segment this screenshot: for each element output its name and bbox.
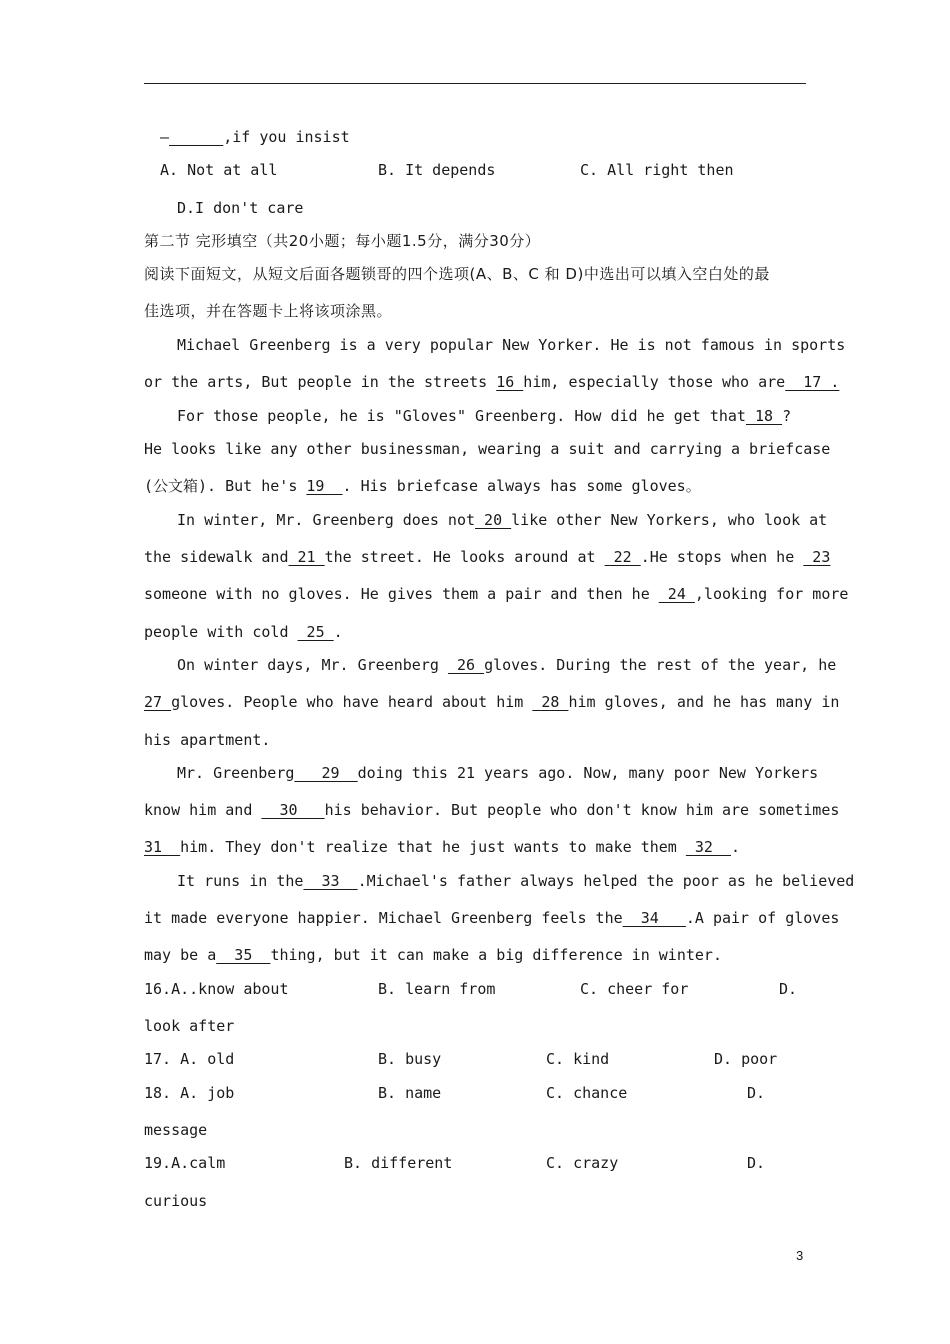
q19-option-d-text: curious xyxy=(144,1192,208,1210)
blank-24: 24 xyxy=(658,585,695,603)
blank-21: 21 xyxy=(288,548,325,566)
blank-29: 29 xyxy=(294,764,358,782)
p4-line-2: 27 gloves. People who have heard about him 28 him gloves, and he has many in xyxy=(144,693,840,711)
q16-option-c: C. cheer for xyxy=(580,980,689,998)
p2-line-1: For those people, he is "Gloves" Greenberg. How did he get that 18 ? xyxy=(177,407,792,425)
instruction-line-2: 佳选项，并在答题卡上将该项涂黑。 xyxy=(144,302,393,320)
p6-line-2: it made everyone happier. Michael Greenberg feels the 34 .A pair of gloves xyxy=(144,909,840,927)
q17-option-d: D. poor xyxy=(714,1050,778,1068)
q19-option-d: D. xyxy=(747,1154,766,1172)
blank-32: 32 xyxy=(685,838,732,856)
blank-34: 34 xyxy=(622,909,686,927)
q19-option-a: 19.A.calm xyxy=(144,1154,226,1172)
p1-line-2: or the arts, But people in the streets 16 him, especially those who are 17 . xyxy=(144,373,840,391)
p3-line-4: people with cold 25 . xyxy=(144,623,343,641)
option-a: A. Not at all xyxy=(160,161,278,179)
p6-line-3: may be a 35 thing, but it can make a big difference in winter. xyxy=(144,946,722,964)
q18-option-d: D. xyxy=(747,1084,766,1102)
p4-line-3: his apartment. xyxy=(144,731,271,749)
blank-18: 18 xyxy=(745,407,783,425)
p1-line-1: Michael Greenberg is a very popular New Yorker. He is not famous in sports xyxy=(177,336,846,354)
instruction-line-1: 阅读下面短文，从短文后面各题锁哥的四个选项(A、B、C 和 D)中选出可以填入空白处的最 xyxy=(144,265,770,283)
blank-25: 25 xyxy=(297,623,334,641)
p3-line-1: In winter, Mr. Greenberg does not 20 like other New Yorkers, who look at xyxy=(177,511,828,529)
p3-line-3: someone with no gloves. He gives them a pair and then he 24 ,looking for more xyxy=(144,585,849,603)
blank-26: 26 xyxy=(447,656,485,674)
q18-option-a: 18. A. job xyxy=(144,1084,235,1102)
q18-option-c: C. chance xyxy=(546,1084,628,1102)
p3-line-2: the sidewalk and 21 the street. He looks around at 22 .He stops when he 23 xyxy=(144,548,831,566)
p2-line-3: (公文箱). But he's 19 . His briefcase always has some gloves。 xyxy=(144,477,701,495)
p5-line-3: 31 him. They don't realize that he just wants to make them 32 . xyxy=(144,838,741,856)
q19-option-c: C. crazy xyxy=(546,1154,619,1172)
blank-31: 31 xyxy=(144,838,181,856)
option-d: D.I don't care xyxy=(177,199,304,217)
q19-option-b: B. different xyxy=(344,1154,453,1172)
q17-option-b: B. busy xyxy=(378,1050,442,1068)
blank-27: 27 xyxy=(144,693,172,711)
blank-23: 23 xyxy=(803,548,831,566)
p5-line-1: Mr. Greenberg 29 doing this 21 years ago. Now, many poor New Yorkers xyxy=(177,764,819,782)
p4-line-1: On winter days, Mr. Greenberg 26 gloves. During the rest of the year, he xyxy=(177,656,837,674)
p5-line-2: know him and 30 his behavior. But people who don't know him are sometimes xyxy=(144,801,840,819)
p2-line-2: He looks like any other businessman, wearing a suit and carrying a briefcase xyxy=(144,440,831,458)
option-c: C. All right then xyxy=(580,161,734,179)
q16-option-d-text: look after xyxy=(144,1017,235,1035)
blank-17: 17 . xyxy=(785,373,840,391)
reply-line: —______,if you insist xyxy=(160,128,350,146)
header-rule xyxy=(144,83,806,84)
page-number: 3 xyxy=(796,1248,804,1263)
q17-option-a: 17. A. old xyxy=(144,1050,235,1068)
q16-option-d: D. xyxy=(779,980,798,998)
q18-option-d-text: message xyxy=(144,1121,208,1139)
blank-30: 30 xyxy=(261,801,325,819)
blank-22: 22 xyxy=(604,548,641,566)
blank-35: 35 xyxy=(216,946,271,964)
section-heading: 第二节 完形填空（共20小题；每小题1.5分，满分30分） xyxy=(144,232,541,250)
blank-28: 28 xyxy=(532,693,569,711)
q16-option-b: B. learn from xyxy=(378,980,496,998)
blank-20: 20 xyxy=(475,511,512,529)
q16-option-a: 16.A..know about xyxy=(144,980,289,998)
blank-16: 16 xyxy=(496,373,524,391)
blank-19: 19 xyxy=(306,477,343,495)
p6-line-1: It runs in the 33 .Michael's father always helped the poor as he believed xyxy=(177,872,855,890)
option-b: B. It depends xyxy=(378,161,496,179)
q18-option-b: B. name xyxy=(378,1084,442,1102)
q17-option-c: C. kind xyxy=(546,1050,610,1068)
blank-33: 33 xyxy=(303,872,358,890)
reply-blank: ______ xyxy=(169,128,224,146)
